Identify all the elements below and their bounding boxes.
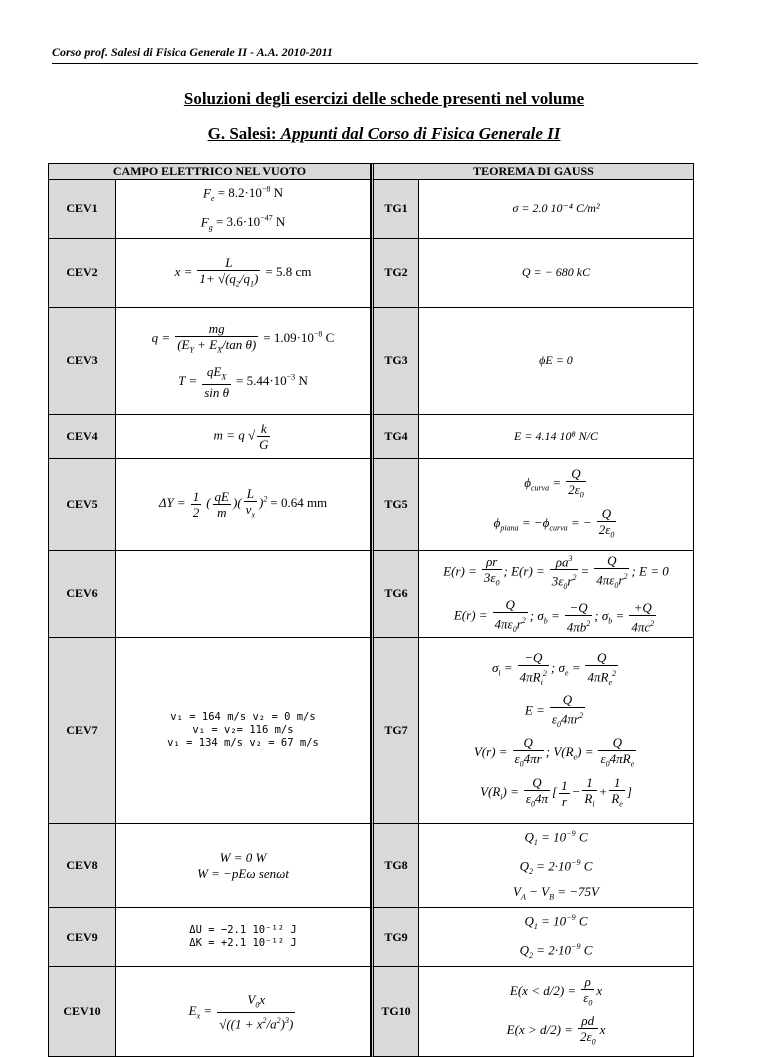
row-label-right: TG1 [371, 180, 419, 239]
cev10-answer: $E_x$ = $\frac{V_0x}{√((1 + x^2/a^2)^3)}$ [116, 967, 371, 1057]
cev4-answer: m = q √ $\frac{k}{G}$ [116, 415, 371, 459]
row-label-right: TG5 [371, 459, 419, 551]
table-row [49, 967, 694, 1057]
row-label-right: TG3 [371, 308, 419, 415]
table-row [49, 180, 694, 239]
cev5-answer: ΔY = $\frac{1}{2}$ ( $\frac{qE}{m}$ )( $\frac{L}{v_x}$ )$^2$ = 0.64 mm [116, 459, 371, 551]
table-row [49, 551, 694, 638]
row-label-left: CEV10 [49, 967, 116, 1057]
row-label-left: CEV9 [49, 908, 116, 967]
cev7-answer: v₁ = 164 m/s v₂ = 0 m/s v₁ = v₂= 116 m/s v₁ = 134 m/s v₂ = 67 m/s [116, 638, 371, 824]
subtitle-author: G. Salesi: [207, 124, 277, 143]
tg3-answer: ϕE = 0 [419, 308, 694, 415]
tg5-answer: $\phi_{curva}$ = $\frac{Q}{2\varepsilon_0}$ $\phi_{piana} = -\phi_{curva}$ = − $\frac{Q}{2\varepsilon_0}$ [419, 459, 694, 551]
row-label-right: TG2 [371, 239, 419, 308]
cev2-answer: x = $\frac{L}{1+ √(q_2/q_1)}$ = 5.8 cm [116, 239, 371, 308]
row-label-left: CEV8 [49, 824, 116, 908]
row-label-right: TG6 [371, 551, 419, 638]
row-label-right: TG8 [371, 824, 419, 908]
tg10-answer: E(x < d/2) = $\frac{\rho}{\varepsilon_0}$ x E(x > d/2) = $\frac{\rho d}{2\varepsilon_0}$ x [419, 967, 694, 1057]
tg1-answer: σ = 2.0 10⁻⁴ C/m² [419, 180, 694, 239]
cev1-answer: $F_e = 8.2\cdot 10^{-8}$ N $F_g = 3.6\cdot 10^{-47}$ N [116, 180, 371, 239]
page-title: Soluzioni degli esercizi delle schede presenti nel volume [183, 89, 585, 108]
tg2-answer: Q = − 680 kC [419, 239, 694, 308]
row-label-right: TG7 [371, 638, 419, 824]
cev3-answer: q = $\frac{mg}{(E_Y + E_X/\tan \theta)}$ = $1.09\cdot 10^{-8}$ C T = $qE_X$ sin θ = $5.44\cdot 10^{-3}$ N [116, 308, 371, 415]
row-label-left: CEV4 [49, 415, 116, 459]
table-row [49, 638, 694, 824]
left-column-header: CAMPO ELETTRICO NEL VUOTO [49, 164, 371, 180]
tg9-answer: $Q_1 = 10^{-9}$ C $Q_2 = 2\cdot 10^{-9}$ C [419, 908, 694, 967]
table-row [49, 824, 694, 908]
cev8-answer: W = 0 W W = −pEω senωt [116, 824, 371, 908]
row-label-left: CEV2 [49, 239, 116, 308]
table-row [49, 908, 694, 967]
page-subtitle [0, 124, 768, 144]
subtitle-book: Appunti dal Corso di Fisica Generale II [280, 124, 561, 143]
right-column-header: TEOREMA DI GAUSS [371, 164, 694, 180]
tg6-answer: E(r) = $\frac{\rho r}{3\varepsilon_0}$ ; E(r) = $\frac{\rho a^3}{3\varepsilon_0r^2}$ = $\frac{Q}{4\pi\varepsilon_0r^2}$ ; E = 0 E(r) = $\frac{Q}{4\pi\varepsilon_0r^2}$ ; $\sigma_b$ = $\frac{-Q}{4\pi b^2}$ ; $\sigma_b$ = $\frac{+Q}{4\pi c^2}$ [419, 551, 694, 638]
table-row [49, 239, 694, 308]
solutions-table [48, 163, 694, 1057]
row-label-right: TG4 [371, 415, 419, 459]
cev6-answer [116, 551, 371, 638]
cev9-answer: ΔU = −2.1 10⁻¹² J ΔK = +2.1 10⁻¹² J [116, 908, 371, 967]
table-row [49, 459, 694, 551]
tg4-answer: E = 4.14 10⁸ N/C [419, 415, 694, 459]
tg8-answer: $Q_1 = 10^{-9}$ C $Q_2 = 2\cdot 10^{-9}$ C $V_A - V_B = -75V$ [419, 824, 694, 908]
row-label-left: CEV6 [49, 551, 116, 638]
table-row [49, 415, 694, 459]
page-header: Corso prof. Salesi di Fisica Generale II - A.A. 2010-2011 [52, 45, 698, 64]
row-label-left: CEV3 [49, 308, 116, 415]
row-label-left: CEV7 [49, 638, 116, 824]
row-label-right: TG10 [371, 967, 419, 1057]
row-label-right: TG9 [371, 908, 419, 967]
tg7-answer: $\sigma_i$ = −Q $4\pi R_i^2$ ; $\sigma_e$ = Q $4\pi R_e^2$ E = $\frac{Q}{\varepsilon_04\pi r^2}$ V(r) = $\frac{Q}{\varepsilon_04\pi r}$ ; $V(R_e)$ = Q $\varepsilon_04\pi R_e$ $V(R_i)$ = $\frac{Q}{\varepsilon_04\pi}$ [ $\frac{1}{r}$ − $\frac{1}{R_i}$ + $\frac{1}{R_e}$ ] [419, 638, 694, 824]
row-label-left: CEV1 [49, 180, 116, 239]
row-label-left: CEV5 [49, 459, 116, 551]
table-row [49, 308, 694, 415]
